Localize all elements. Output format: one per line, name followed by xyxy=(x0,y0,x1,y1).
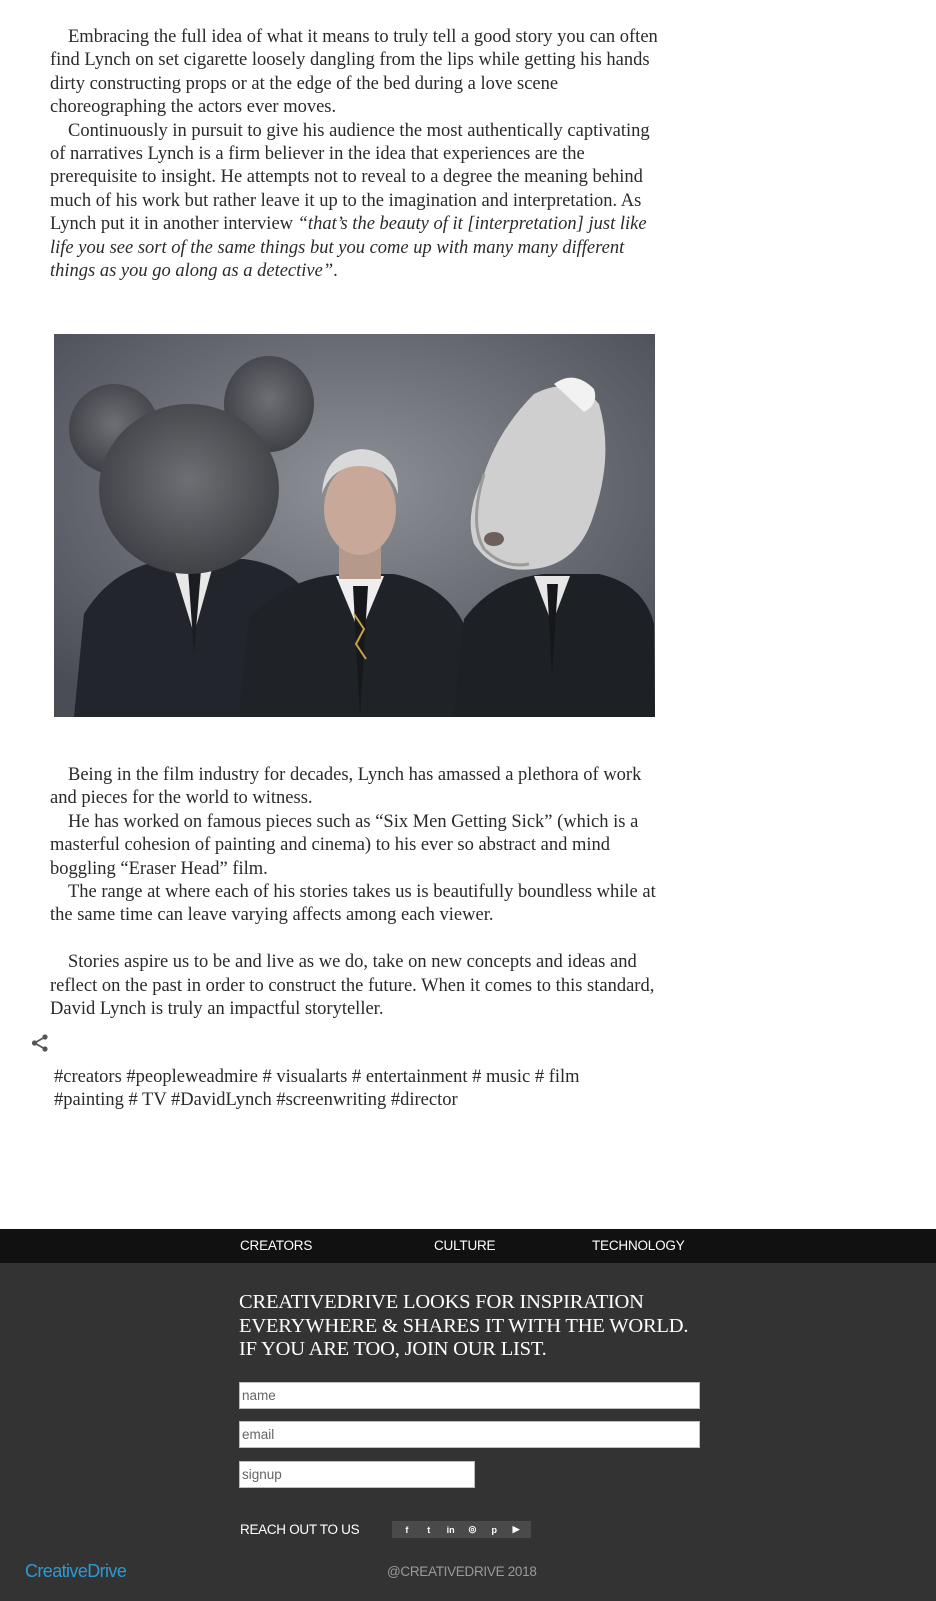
twitter-icon[interactable]: t xyxy=(427,1524,431,1535)
signup-field[interactable] xyxy=(239,1461,475,1488)
article-paragraph: Being in the film industry for decades, Lynch has amassed a plethora of work and pieces for the world to witness. xyxy=(50,765,642,809)
article-text: Continuously in pursuit to give his audience the most authentically captivating of narratives Lynch is a firm believer in the idea that experiences are the prerequisite to insight. He attempts not to reveal to a degree the meaning behind much of his work but rather leave it up to the imagination and interpretation. As Lynch put it in another interview xyxy=(50,120,650,235)
share-icon[interactable] xyxy=(30,1033,50,1053)
headline-line: EVERYWHERE & SHARES IT WITH THE WORLD. xyxy=(239,1314,689,1337)
nav-link-technology[interactable]: TECHNOLOGY xyxy=(592,1238,685,1253)
hashtag-list xyxy=(54,1066,654,1113)
nav-link-creators[interactable]: CREATORS xyxy=(240,1238,313,1253)
article-paragraph: The range at where each of his stories takes us is beautifully boundless while at the same time can leave varying affects among each viewer. xyxy=(50,882,656,926)
newsletter-headline xyxy=(239,1291,719,1362)
instagram-icon[interactable]: ◎ xyxy=(468,1524,477,1534)
article-body-bottom xyxy=(50,764,660,1021)
paragraph-gap xyxy=(50,928,660,951)
name-field[interactable] xyxy=(239,1382,700,1409)
facebook-icon[interactable]: f xyxy=(405,1524,409,1535)
article-paragraph: Embracing the full idea of what it means to truly tell a good story you can often find Lynch on set cigarette loosely dangling from the lips while getting his hands dirty constructing props or at the edge of the bed during a love scene choreographing the actors ever moves. xyxy=(50,27,658,118)
article-body-top xyxy=(50,26,660,283)
lynch-quote: “that’s the beauty of it [interpretation] just like life you see sort of the same things but you come up with many many different things as you go along as a detective” xyxy=(50,214,647,282)
hashtag-line[interactable]: #creators #peopleweadmire # visualarts # entertainment # music # film xyxy=(54,1067,580,1087)
article-photo xyxy=(54,334,655,717)
social-icons-bar xyxy=(392,1521,531,1538)
site-footer xyxy=(0,1263,936,1601)
footer-navbar xyxy=(0,1229,936,1263)
pinterest-icon[interactable]: p xyxy=(491,1524,497,1535)
article-paragraph: Stories aspire us to be and live as we do, take on new concepts and ideas and reflect on the past in order to construct the future. When it comes to this standard, David Lynch is truly an impactful storyteller. xyxy=(50,952,655,1020)
linkedin-icon[interactable]: in xyxy=(446,1524,455,1535)
share-icon-glyph xyxy=(30,1033,50,1053)
article-paragraph: He has worked on famous pieces such as “Six Men Getting Sick” (which is a masterful cohesion of painting and cinema) to his ever so abstract and mind boggling “Eraser Head” film. xyxy=(50,811,639,879)
nav-link-culture[interactable]: CULTURE xyxy=(434,1238,496,1253)
email-field[interactable] xyxy=(239,1421,700,1448)
article-text: . xyxy=(333,261,338,282)
article-paragraph xyxy=(50,120,660,284)
lynch-portrait-image xyxy=(54,334,655,717)
hashtag-line[interactable]: #painting # TV #DavidLynch #screenwriting #director xyxy=(54,1090,458,1111)
reach-out-link[interactable]: REACH OUT TO US xyxy=(240,1522,360,1537)
headline-line: CREATIVEDRIVE LOOKS FOR INSPIRATION xyxy=(239,1291,644,1313)
creativedrive-logo[interactable]: CreativeDrive xyxy=(25,1561,127,1581)
youtube-icon[interactable]: ▶ xyxy=(512,1524,520,1534)
headline-line: IF YOU ARE TOO, JOIN OUR LIST. xyxy=(239,1338,547,1361)
copyright-text: @CREATIVEDRIVE 2018 xyxy=(387,1564,537,1579)
